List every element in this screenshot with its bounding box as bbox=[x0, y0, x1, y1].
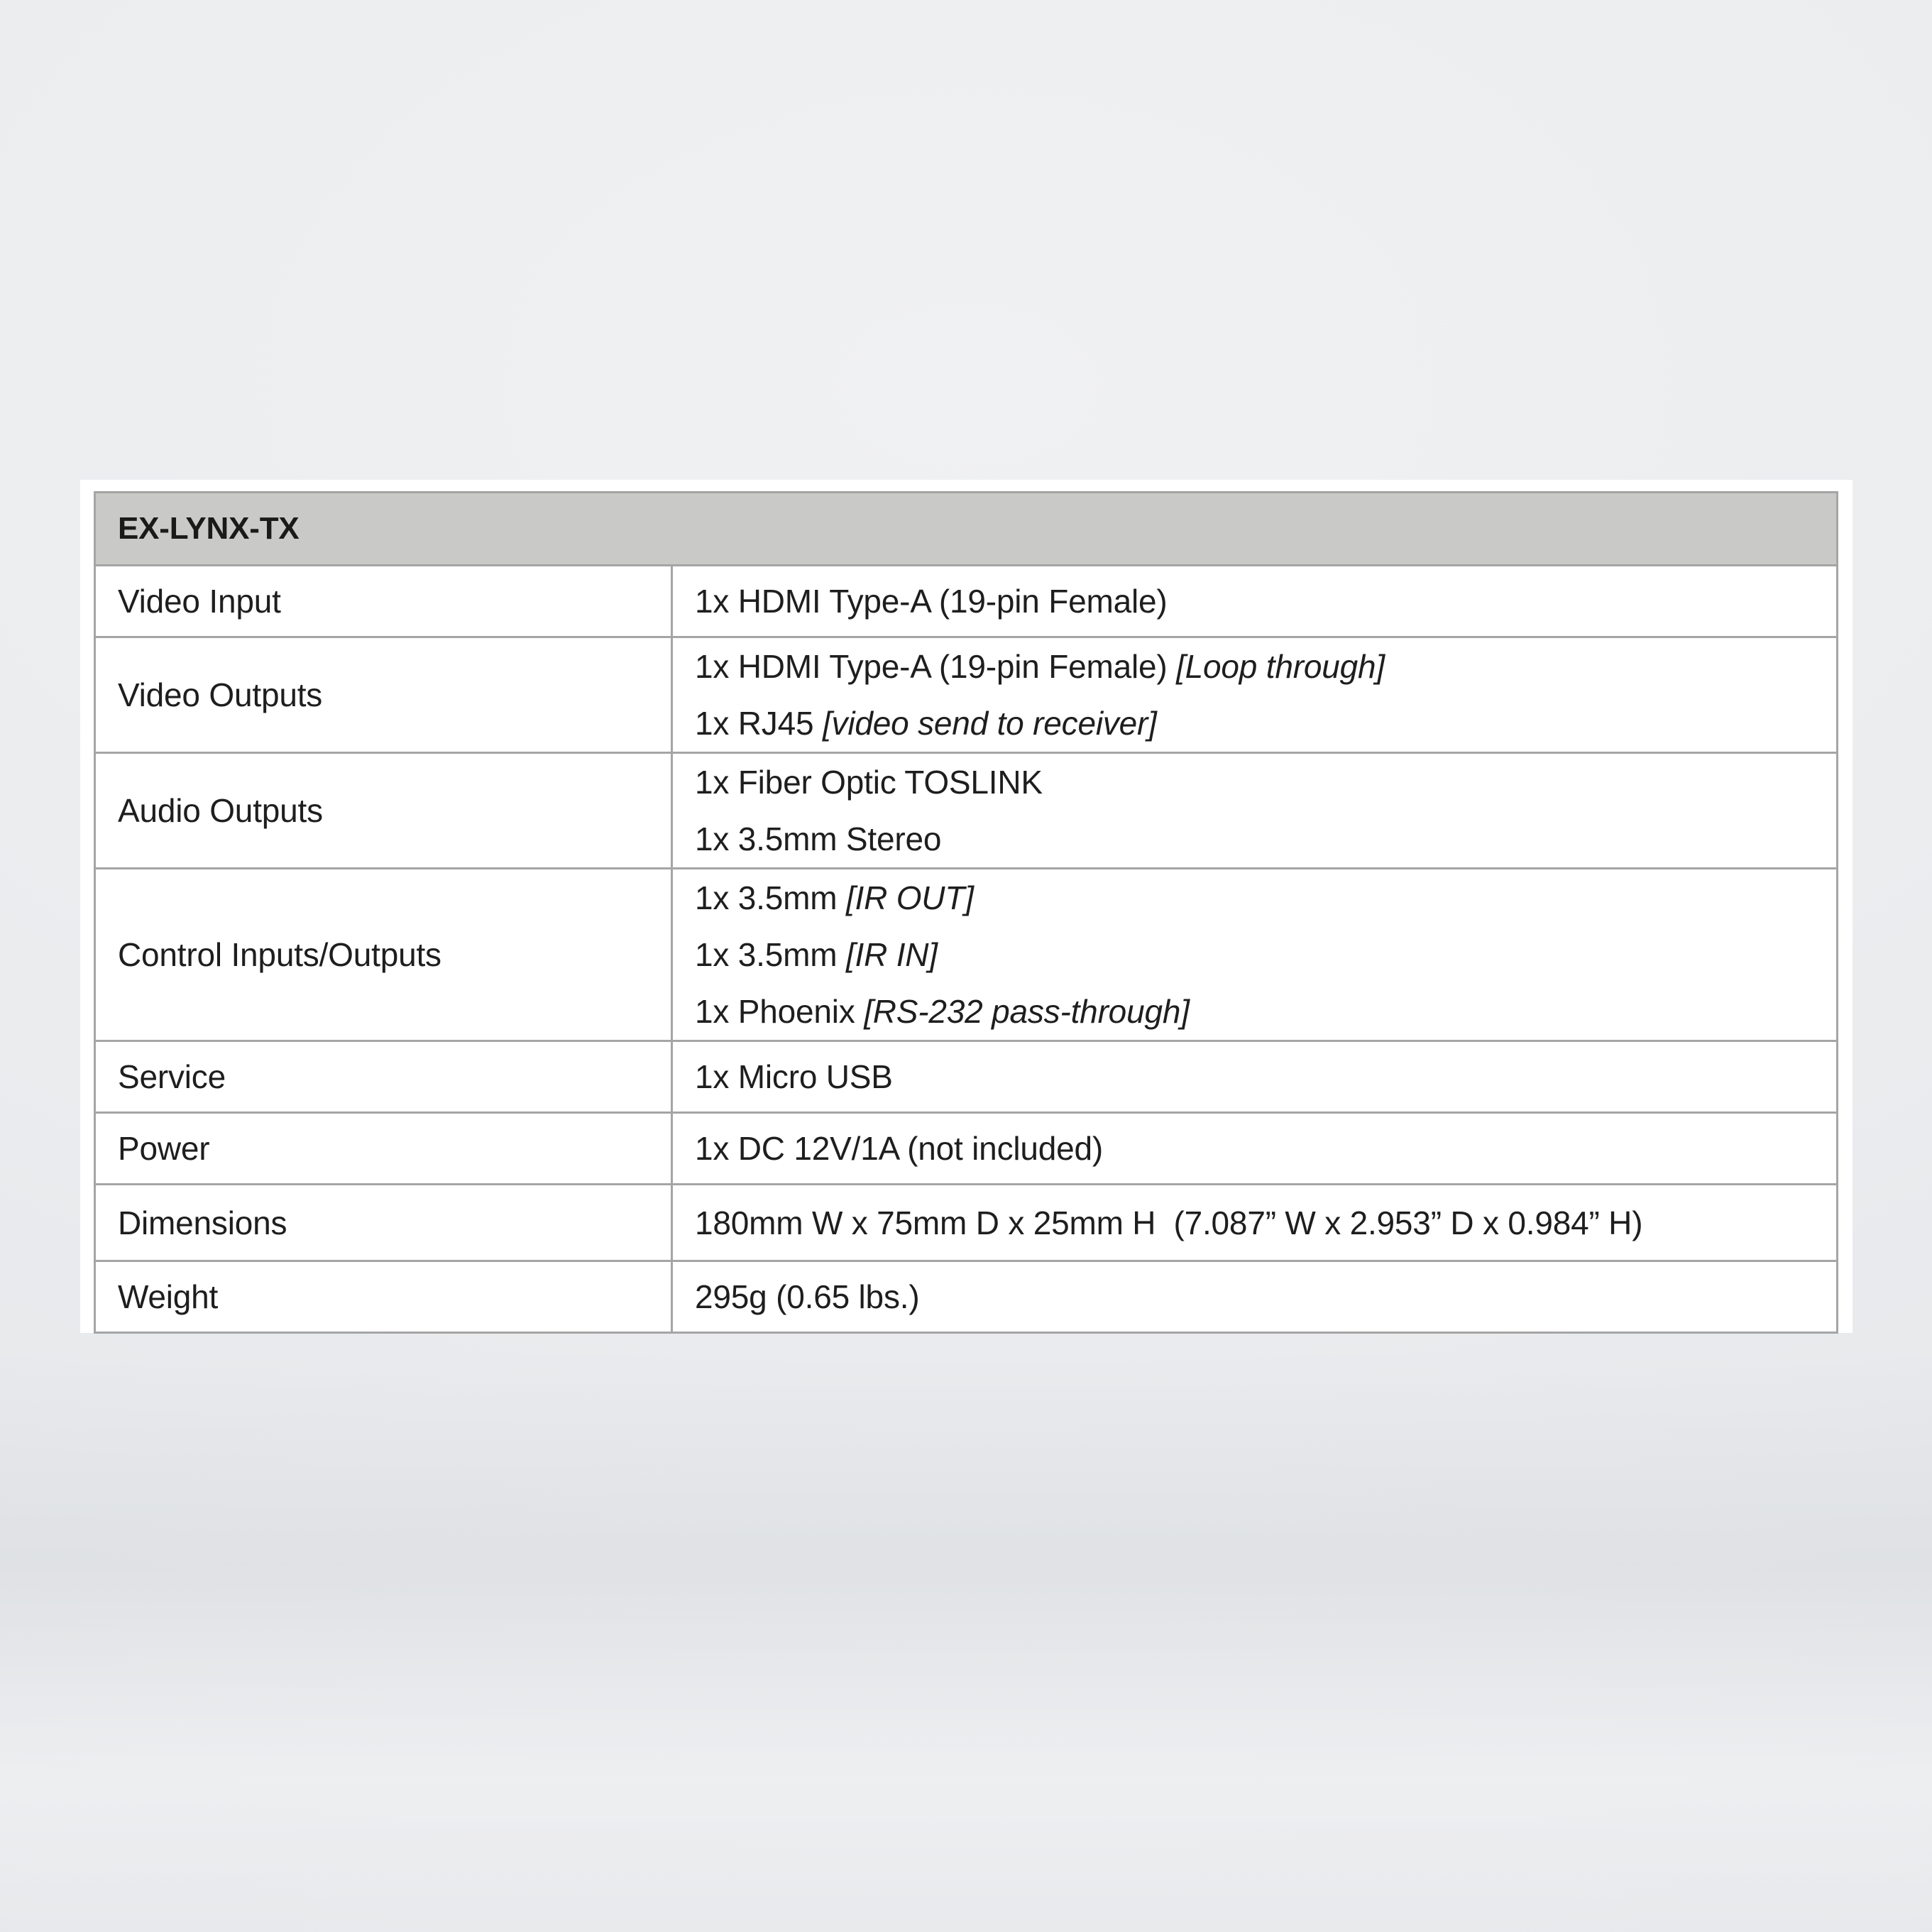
spec-label bbox=[95, 1185, 672, 1261]
spec-value bbox=[672, 869, 1838, 1041]
table-title: EX-LYNX-TX bbox=[95, 493, 1838, 566]
spec-label-text: Audio Outputs bbox=[118, 792, 323, 829]
spec-value bbox=[672, 566, 1838, 637]
spec-label-text: Video Input bbox=[118, 583, 281, 620]
spec-label-text: Video Outputs bbox=[118, 676, 323, 713]
table-row-weight bbox=[95, 1261, 1838, 1333]
value-text-segment: 1x 3.5mm bbox=[695, 936, 846, 973]
spec-label bbox=[95, 1041, 672, 1113]
spec-label bbox=[95, 637, 672, 753]
spec-value bbox=[672, 1185, 1838, 1261]
spec-value-line bbox=[695, 983, 1822, 1040]
table-row-power bbox=[95, 1113, 1838, 1185]
spec-value bbox=[672, 753, 1838, 869]
value-text-segment: 1x Micro USB bbox=[695, 1058, 893, 1095]
spec-value bbox=[672, 1041, 1838, 1113]
spec-value-line bbox=[695, 1120, 1822, 1177]
spec-value-line bbox=[695, 1268, 1822, 1325]
value-text-segment: 295g (0.65 lbs.) bbox=[695, 1278, 920, 1315]
value-text-segment-italic: [Loop through] bbox=[1176, 648, 1385, 685]
table-row-service bbox=[95, 1041, 1838, 1113]
spec-label-text: Weight bbox=[118, 1278, 219, 1315]
value-text-segment: 1x 3.5mm Stereo bbox=[695, 820, 942, 857]
value-text-segment: 1x Fiber Optic TOSLINK bbox=[695, 764, 1043, 801]
value-text-segment-italic: [IR OUT] bbox=[845, 879, 974, 916]
spec-label bbox=[95, 566, 672, 637]
spec-label-text: Service bbox=[118, 1058, 226, 1095]
value-text-segment-italic: [RS-232 pass-through] bbox=[864, 993, 1190, 1030]
spec-value-line bbox=[695, 754, 1822, 811]
table-row-video-outputs bbox=[95, 637, 1838, 753]
spec-value-line bbox=[695, 638, 1822, 695]
spec-label bbox=[95, 1261, 672, 1333]
spec-table bbox=[94, 491, 1838, 1334]
value-text-segment: 1x HDMI Type-A (19-pin Female) bbox=[695, 648, 1177, 685]
value-text-segment: 1x HDMI Type-A (19-pin Female) bbox=[695, 583, 1168, 620]
spec-card bbox=[80, 480, 1853, 1333]
spec-value-line bbox=[695, 869, 1822, 926]
table-header-row bbox=[95, 493, 1838, 566]
spec-value-line bbox=[695, 811, 1822, 867]
value-text-segment: 1x Phoenix bbox=[695, 993, 865, 1030]
table-row-dimensions bbox=[95, 1185, 1838, 1261]
spec-label-text: Control Inputs/Outputs bbox=[118, 936, 441, 973]
spec-value-line bbox=[695, 573, 1822, 630]
spec-value-line bbox=[695, 695, 1822, 752]
spec-value-line bbox=[695, 926, 1822, 983]
spec-label-text: Power bbox=[118, 1130, 210, 1167]
value-text-segment: 1x RJ45 bbox=[695, 705, 823, 742]
value-text-segment: 180mm W x 75mm D x 25mm H (7.087” W x 2.953” D x 0.984” H) bbox=[695, 1204, 1643, 1241]
spec-value-line bbox=[695, 1048, 1822, 1105]
table-row-video-input bbox=[95, 566, 1838, 637]
table-row-audio-outputs bbox=[95, 753, 1838, 869]
value-text-segment: 1x 3.5mm bbox=[695, 879, 846, 916]
spec-value bbox=[672, 637, 1838, 753]
spec-label bbox=[95, 753, 672, 869]
spec-label-text: Dimensions bbox=[118, 1204, 287, 1241]
spec-label bbox=[95, 869, 672, 1041]
spec-value bbox=[672, 1113, 1838, 1185]
value-text-segment-italic: [video send to receiver] bbox=[822, 705, 1157, 742]
value-text-segment: 1x DC 12V/1A (not included) bbox=[695, 1130, 1104, 1167]
value-text-segment-italic: [IR IN] bbox=[845, 936, 938, 973]
spec-value bbox=[672, 1261, 1838, 1333]
spec-value-line bbox=[695, 1195, 1822, 1251]
table-row-control-inputs-outputs bbox=[95, 869, 1838, 1041]
spec-label bbox=[95, 1113, 672, 1185]
